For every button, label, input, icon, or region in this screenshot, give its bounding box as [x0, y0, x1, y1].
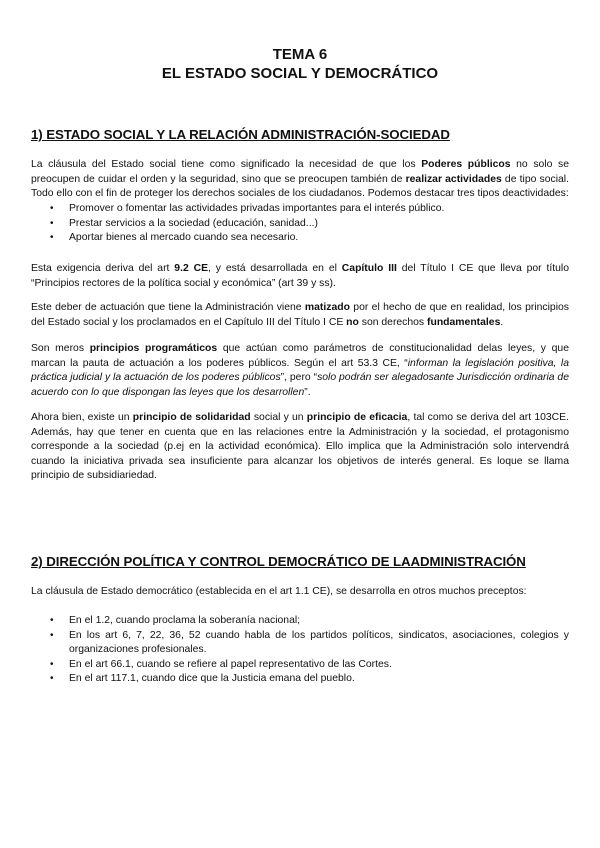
italic-quote: informan la legislación positiva, la práctica judicial y la actuación de los poderes públicos: [31, 357, 569, 384]
section2-bullet-list: [31, 614, 569, 687]
bullet-icon: •: [50, 615, 54, 626]
bullet-icon: •: [50, 629, 54, 641]
italic-quote: solo podrán ser alegadosante Jurisdicción ordinaria de acuerdo con lo que dispongan las leyes que los desarrollen: [31, 372, 569, 398]
list-item: [31, 231, 569, 246]
section1-bullet-list: [31, 202, 569, 246]
text-run: Son meros: [31, 343, 90, 354]
list-item: [31, 202, 569, 217]
text-run: La cláusula del Estado social tiene como significado la necesidad de que los: [31, 159, 422, 170]
bullet-icon: •: [50, 232, 54, 244]
list-item-text: En el art 66.1, cuando se refiere al papel representativo de las Cortes.: [69, 658, 392, 670]
section1-paragraph-4: [31, 342, 569, 400]
bold-text: no: [346, 316, 359, 328]
text-run: Ahora bien, existe un: [31, 412, 133, 423]
document-title-line1: TEMA 6: [272, 46, 328, 63]
list-item: [31, 629, 569, 658]
text-run: , y está desarrollada en el: [208, 263, 342, 274]
text-run: .: [500, 316, 504, 328]
bullet-icon: •: [50, 217, 54, 229]
text-run: ”.: [304, 386, 311, 398]
bold-text: principio de solidaridad: [132, 412, 251, 423]
bold-text: realizar actividades: [405, 173, 502, 185]
bold-text: principio de eficacia: [306, 412, 408, 423]
bullet-icon: •: [50, 203, 54, 214]
list-item-text: Promover o fomentar las actividades privadas importantes para el interés público.: [69, 203, 445, 214]
text-run: , tal como se deriva del art 103CE. Además, hay que tener en cuenta que en las relaciones entre la Administración y la sociedad, el protagonismo corresponde a la sociedad (p.ej en la actividad económica). Ello implica que la Administración solo intervendrá cuando la iniciativa privada sea insuficiente para alcanzar los objetivos de interés general. Es loque se llama principio de subsidiariedad.: [31, 412, 569, 482]
bold-text: matizado: [304, 302, 350, 313]
list-item-text: En los art 6, 7, 22, 36, 52 cuando habla de los partidos políticos, sindicatos, asociaciones, colegios y organizaciones profesionales.: [69, 629, 569, 656]
text-run: que actúan como parámetros de constitucionalidad delas leyes, y que marcan la pauta de actuación a los poderes públicos. Según el art 53.3 CE, “: [31, 343, 569, 369]
bold-text: fundamentales: [427, 316, 501, 328]
list-item: [31, 614, 569, 629]
text-run: social y un: [250, 412, 307, 423]
section2-paragraph-1: La cláusula de Estado democrático (establecida en el art 1.1 CE), se desarrolla en otros muchos preceptos:: [31, 586, 527, 597]
list-item-text: Aportar bienes al mercado cuando sea necesario.: [69, 232, 299, 244]
section1-paragraph-1: [31, 158, 569, 202]
section2-heading: 2) DIRECCIÓN POLÍTICA Y CONTROL DEMOCRÁTICO DE LAADMINISTRACIÓN: [31, 554, 526, 569]
bold-text: principios programáticos: [89, 343, 218, 354]
text-run: Esta exigencia deriva del art: [31, 263, 175, 274]
list-item: [31, 672, 569, 687]
text-run: del Título I CE que lleva por título “Principios rectores de la política social y económica” (art 39 y ss).: [31, 263, 570, 289]
section1-paragraph-5: [31, 411, 569, 484]
bold-text: 9.2 CE: [174, 263, 209, 274]
list-item: [31, 217, 569, 232]
bold-text: Capítulo III: [341, 263, 397, 274]
section1-paragraph-2: [31, 262, 569, 291]
text-run: Este deber de actuación que tiene la Administración viene: [31, 302, 305, 313]
section1-heading: 1) ESTADO SOCIAL Y LA RELACIÓN ADMINISTRACIÓN-SOCIEDAD: [31, 127, 450, 142]
bullet-icon: •: [50, 673, 54, 685]
text-run: de tipo social. Todo ello con el fin de proteger los derechos sociales de los ciudadanos. Podemos destacar tres tipos deactividades:: [31, 173, 569, 200]
list-item-text: En el 1.2, cuando proclama la soberanía nacional;: [69, 615, 301, 626]
list-item-text: Prestar servicios a la sociedad (educación, sanidad...): [69, 217, 318, 229]
list-item-text: En el art 117.1, cuando dice que la Justicia emana del pueblo.: [69, 673, 355, 685]
bullet-icon: •: [50, 658, 54, 670]
document-title-line2: EL ESTADO SOCIAL Y DEMOCRÁTICO: [161, 65, 439, 82]
text-run: ”, pero “: [280, 372, 318, 384]
section1-paragraph-3: [31, 301, 569, 330]
text-run: son derechos: [358, 316, 428, 328]
list-item: [31, 658, 569, 673]
text-run: no solo se preocupen de cuidar el orden y la seguridad, sino que se preocupen también de: [31, 159, 569, 185]
text-run: por el hecho de que en realidad, los principios del Estado social y los proclamados en el Capítulo III del Título I CE: [31, 302, 569, 328]
bold-text: Poderes públicos: [421, 159, 511, 170]
